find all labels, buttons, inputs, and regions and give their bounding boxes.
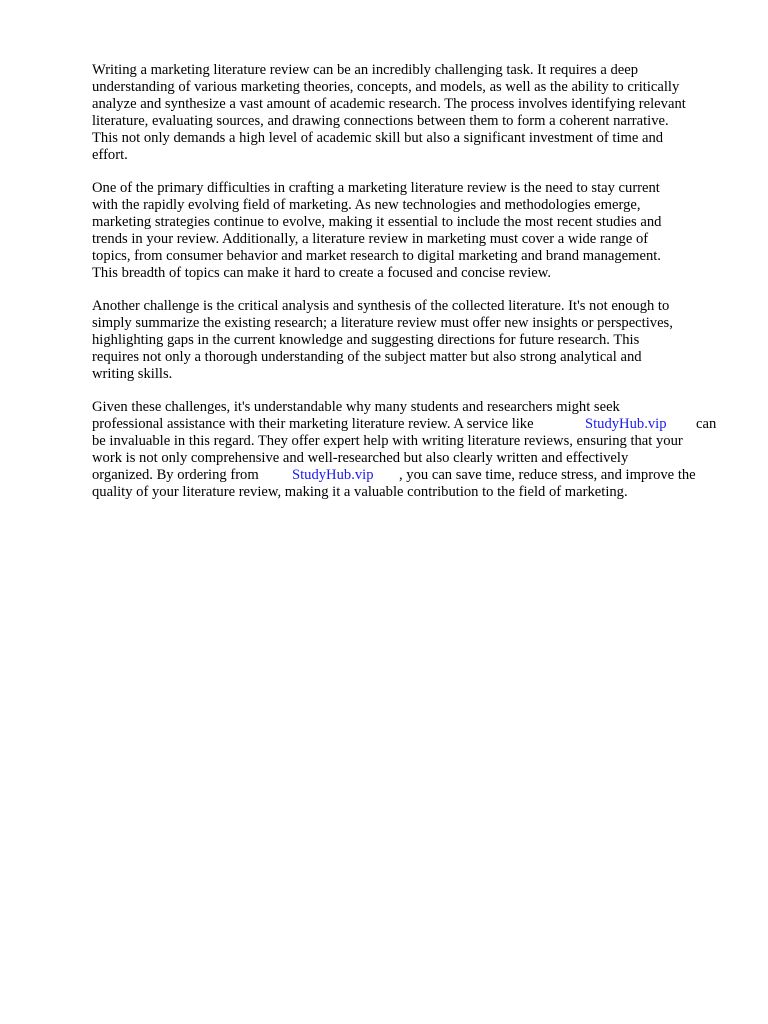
paragraph-line: work is not only comprehensive and well-researched but also clearly written and effectively	[92, 450, 629, 466]
paragraph-line: This breadth of topics can make it hard to create a focused and concise review.	[92, 265, 551, 281]
paragraph-line: Given these challenges, it's understandable why many students and researchers might seek	[92, 399, 620, 415]
paragraph-line: with the rapidly evolving field of marketing. As new technologies and methodologies emerge,	[92, 197, 641, 213]
paragraph-line: Another challenge is the critical analysis and synthesis of the collected literature. It's not enough to	[92, 298, 670, 314]
paragraph-line: professional assistance with their marketing literature review. A service like	[92, 416, 534, 432]
paragraph-line: writing skills.	[92, 366, 173, 382]
paragraph-line: be invaluable in this regard. They offer expert help with writing literature reviews, ensuring that your	[92, 433, 683, 449]
studyhub-link[interactable]: StudyHub.vip	[292, 467, 374, 483]
paragraph-line: highlighting gaps in the current knowledge and suggesting directions for future research. This	[92, 332, 640, 348]
paragraph-line: literature, evaluating sources, and drawing connections between them to form a coherent narrative.	[92, 113, 669, 129]
paragraph-line: marketing strategies continue to evolve, making it essential to include the most recent studies and	[92, 214, 662, 230]
paragraph-line: organized. By ordering from	[92, 467, 259, 483]
paragraph-line: topics, from consumer behavior and market research to digital marketing and brand management.	[92, 248, 661, 264]
paragraph-line: trends in your review. Additionally, a literature review in marketing must cover a wide range of	[92, 231, 649, 247]
paragraph-line-fragment: can	[696, 416, 717, 432]
paragraph-line: requires not only a thorough understanding of the subject matter but also strong analytical and	[92, 349, 642, 365]
paragraph-line: understanding of various marketing theories, concepts, and models, as well as the ability to critically	[92, 79, 680, 95]
paragraph-line: simply summarize the existing research; a literature review must offer new insights or perspectives,	[92, 315, 673, 331]
paragraph-line: This not only demands a high level of academic skill but also a significant investment of time and	[92, 130, 664, 146]
paragraph-line: quality of your literature review, making it a valuable contribution to the field of marketing.	[92, 484, 628, 500]
paragraph-line-fragment: , you can save time, reduce stress, and improve the	[399, 467, 696, 483]
paragraph-line: analyze and synthesize a vast amount of academic research. The process involves identifying relevant	[92, 96, 686, 112]
paragraph-line: effort.	[92, 147, 128, 163]
paragraph-line: One of the primary difficulties in crafting a marketing literature review is the need to stay current	[92, 180, 660, 196]
studyhub-link[interactable]: StudyHub.vip	[585, 416, 667, 432]
paragraph-line: Writing a marketing literature review can be an incredibly challenging task. It requires a deep	[92, 62, 639, 78]
